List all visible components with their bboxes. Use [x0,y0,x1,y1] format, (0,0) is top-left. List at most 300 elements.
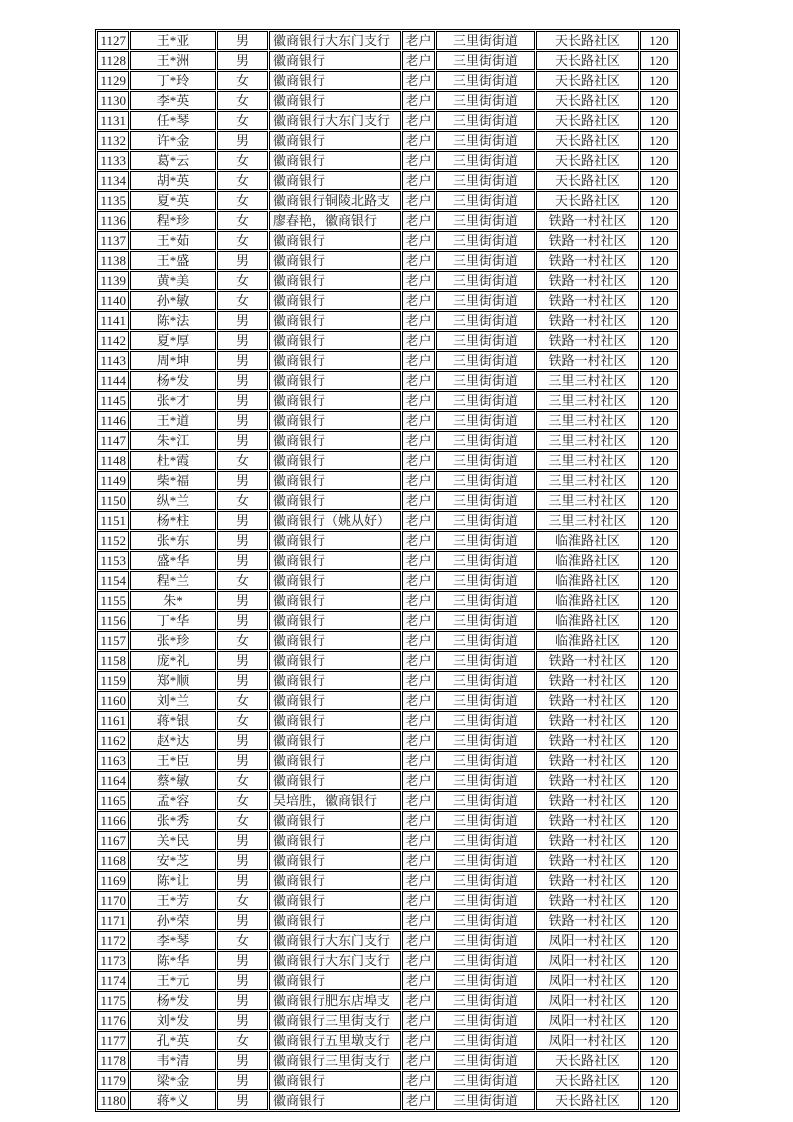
row-number-cell: 1145 [97,391,129,410]
bank-cell: 徽商银行 [269,891,401,910]
name-cell: 庞*礼 [130,651,216,670]
household-type-cell: 老户 [402,651,435,670]
name-cell: 安*芝 [130,851,216,870]
row-number-cell: 1156 [97,611,129,630]
street-cell: 三里街街道 [436,31,535,50]
table-row [97,931,678,950]
gender-cell: 男 [217,1051,268,1070]
amount-cell: 120 [640,831,678,850]
name-cell: 孔*英 [130,1031,216,1050]
table-row [97,411,678,430]
gender-cell: 男 [217,951,268,970]
name-cell: 许*金 [130,131,216,150]
street-cell: 三里街街道 [436,191,535,210]
row-number-cell: 1129 [97,71,129,90]
gender-cell: 男 [217,731,268,750]
table-row [97,31,678,50]
gender-cell: 女 [217,171,268,190]
amount-cell: 120 [640,551,678,570]
name-cell: 朱* [130,591,216,610]
gender-cell: 男 [217,671,268,690]
row-number-cell: 1160 [97,691,129,710]
table-body [97,31,678,1110]
table-row [97,771,678,790]
table-row [97,1051,678,1070]
amount-cell: 120 [640,611,678,630]
gender-cell: 男 [217,1011,268,1030]
amount-cell: 120 [640,471,678,490]
name-cell: 张*东 [130,531,216,550]
amount-cell: 120 [640,791,678,810]
name-cell: 葛*云 [130,151,216,170]
row-number-cell: 1173 [97,951,129,970]
table-row [97,451,678,470]
household-type-cell: 老户 [402,991,435,1010]
name-cell: 孙*荣 [130,911,216,930]
table-row [97,891,678,910]
row-number-cell: 1127 [97,31,129,50]
community-cell: 铁路一村社区 [536,231,639,250]
community-cell: 铁路一村社区 [536,351,639,370]
community-cell: 铁路一村社区 [536,751,639,770]
household-type-cell: 老户 [402,951,435,970]
table-row [97,191,678,210]
row-number-cell: 1149 [97,471,129,490]
table-row [97,991,678,1010]
household-type-cell: 老户 [402,331,435,350]
amount-cell: 120 [640,891,678,910]
bank-cell: 徽商银行 [269,871,401,890]
street-cell: 三里街街道 [436,231,535,250]
row-number-cell: 1175 [97,991,129,1010]
bank-cell: 徽商银行 [269,591,401,610]
street-cell: 三里街街道 [436,971,535,990]
street-cell: 三里街街道 [436,831,535,850]
gender-cell: 男 [217,831,268,850]
gender-cell: 男 [217,31,268,50]
bank-cell: 徽商银行 [269,631,401,650]
name-cell: 张*珍 [130,631,216,650]
row-number-cell: 1177 [97,1031,129,1050]
bank-cell: 徽商银行 [269,731,401,750]
street-cell: 三里街街道 [436,611,535,630]
community-cell: 凤阳一村社区 [536,951,639,970]
household-type-cell: 老户 [402,551,435,570]
household-type-cell: 老户 [402,811,435,830]
name-cell: 纵*兰 [130,491,216,510]
amount-cell: 120 [640,51,678,70]
row-number-cell: 1144 [97,371,129,390]
street-cell: 三里街街道 [436,631,535,650]
household-type-cell: 老户 [402,571,435,590]
household-type-cell: 老户 [402,171,435,190]
community-cell: 三里三村社区 [536,491,639,510]
amount-cell: 120 [640,1071,678,1090]
community-cell: 铁路一村社区 [536,671,639,690]
community-cell: 铁路一村社区 [536,871,639,890]
name-cell: 盛*华 [130,551,216,570]
gender-cell: 男 [217,251,268,270]
name-cell: 王*臣 [130,751,216,770]
name-cell: 王*元 [130,971,216,990]
row-number-cell: 1179 [97,1071,129,1090]
street-cell: 三里街街道 [436,551,535,570]
street-cell: 三里街街道 [436,391,535,410]
bank-cell: 徽商银行 [269,751,401,770]
gender-cell: 女 [217,711,268,730]
bank-cell: 徽商银行 [269,351,401,370]
street-cell: 三里街街道 [436,351,535,370]
household-type-cell: 老户 [402,771,435,790]
bank-cell: 徽商银行 [269,291,401,310]
community-cell: 铁路一村社区 [536,771,639,790]
bank-cell: 徽商银行 [269,711,401,730]
bank-cell: 徽商银行 [269,371,401,390]
community-cell: 天长路社区 [536,191,639,210]
street-cell: 三里街街道 [436,111,535,130]
gender-cell: 女 [217,811,268,830]
row-number-cell: 1172 [97,931,129,950]
street-cell: 三里街街道 [436,891,535,910]
beneficiary-table [95,29,680,1112]
gender-cell: 女 [217,571,268,590]
name-cell: 蔡*敏 [130,771,216,790]
community-cell: 铁路一村社区 [536,291,639,310]
gender-cell: 男 [217,331,268,350]
household-type-cell: 老户 [402,91,435,110]
name-cell: 关*民 [130,831,216,850]
bank-cell: 徽商银行 [269,971,401,990]
gender-cell: 女 [217,291,268,310]
street-cell: 三里街街道 [436,751,535,770]
row-number-cell: 1153 [97,551,129,570]
row-number-cell: 1135 [97,191,129,210]
name-cell: 程*珍 [130,211,216,230]
street-cell: 三里街街道 [436,271,535,290]
street-cell: 三里街街道 [436,731,535,750]
amount-cell: 120 [640,491,678,510]
row-number-cell: 1164 [97,771,129,790]
household-type-cell: 老户 [402,591,435,610]
bank-cell: 吴培胜，徽商银行 [269,791,401,810]
bank-cell: 徽商银行 [269,311,401,330]
community-cell: 铁路一村社区 [536,891,639,910]
table-row [97,151,678,170]
bank-cell: 徽商银行（姚从好） [269,511,401,530]
street-cell: 三里街街道 [436,431,535,450]
bank-cell: 徽商银行 [269,251,401,270]
name-cell: 胡*英 [130,171,216,190]
amount-cell: 120 [640,751,678,770]
community-cell: 凤阳一村社区 [536,1011,639,1030]
amount-cell: 120 [640,391,678,410]
gender-cell: 男 [217,391,268,410]
amount-cell: 120 [640,451,678,470]
bank-cell: 徽商银行 [269,771,401,790]
row-number-cell: 1155 [97,591,129,610]
name-cell: 周*坤 [130,351,216,370]
gender-cell: 女 [217,451,268,470]
household-type-cell: 老户 [402,791,435,810]
bank-cell: 徽商银行大东门支行 [269,931,401,950]
name-cell: 韦*清 [130,1051,216,1070]
name-cell: 程*兰 [130,571,216,590]
amount-cell: 120 [640,231,678,250]
community-cell: 天长路社区 [536,51,639,70]
amount-cell: 120 [640,851,678,870]
street-cell: 三里街街道 [436,531,535,550]
community-cell: 三里三村社区 [536,431,639,450]
bank-cell: 徽商银行 [269,271,401,290]
street-cell: 三里街街道 [436,371,535,390]
household-type-cell: 老户 [402,831,435,850]
community-cell: 三里三村社区 [536,451,639,470]
amount-cell: 120 [640,991,678,1010]
gender-cell: 男 [217,471,268,490]
bank-cell: 徽商银行 [269,811,401,830]
gender-cell: 男 [217,651,268,670]
household-type-cell: 老户 [402,31,435,50]
name-cell: 郑*顺 [130,671,216,690]
amount-cell: 120 [640,931,678,950]
table-row [97,271,678,290]
household-type-cell: 老户 [402,911,435,930]
community-cell: 铁路一村社区 [536,331,639,350]
street-cell: 三里街街道 [436,991,535,1010]
name-cell: 陈*华 [130,951,216,970]
gender-cell: 男 [217,871,268,890]
amount-cell: 120 [640,31,678,50]
gender-cell: 女 [217,931,268,950]
gender-cell: 男 [217,431,268,450]
household-type-cell: 老户 [402,851,435,870]
street-cell: 三里街街道 [436,411,535,430]
table-row [97,851,678,870]
street-cell: 三里街街道 [436,491,535,510]
bank-cell: 徽商银行 [269,51,401,70]
household-type-cell: 老户 [402,891,435,910]
gender-cell: 女 [217,71,268,90]
table-row [97,571,678,590]
bank-cell: 徽商银行大东门支行 [269,111,401,130]
bank-cell: 徽商银行 [269,391,401,410]
household-type-cell: 老户 [402,431,435,450]
name-cell: 夏*英 [130,191,216,210]
amount-cell: 120 [640,771,678,790]
bank-cell: 徽商银行 [269,171,401,190]
row-number-cell: 1146 [97,411,129,430]
community-cell: 凤阳一村社区 [536,991,639,1010]
street-cell: 三里街街道 [436,911,535,930]
bank-cell: 徽商银行 [269,651,401,670]
bank-cell: 徽商银行 [269,431,401,450]
name-cell: 张*秀 [130,811,216,830]
household-type-cell: 老户 [402,191,435,210]
bank-cell: 徽商银行 [269,1091,401,1110]
street-cell: 三里街街道 [436,851,535,870]
gender-cell: 女 [217,91,268,110]
bank-cell: 徽商银行 [269,551,401,570]
amount-cell: 120 [640,511,678,530]
table-row [97,651,678,670]
row-number-cell: 1171 [97,911,129,930]
name-cell: 陈*法 [130,311,216,330]
table-row [97,1071,678,1090]
community-cell: 天长路社区 [536,71,639,90]
street-cell: 三里街街道 [436,171,535,190]
household-type-cell: 老户 [402,291,435,310]
community-cell: 三里三村社区 [536,391,639,410]
bank-cell: 徽商银行 [269,151,401,170]
bank-cell: 徽商银行 [269,71,401,90]
street-cell: 三里街街道 [436,791,535,810]
street-cell: 三里街街道 [436,1071,535,1090]
community-cell: 铁路一村社区 [536,251,639,270]
household-type-cell: 老户 [402,151,435,170]
table-row [97,631,678,650]
table-row [97,831,678,850]
table-row [97,371,678,390]
row-number-cell: 1169 [97,871,129,890]
amount-cell: 120 [640,691,678,710]
community-cell: 临淮路社区 [536,591,639,610]
gender-cell: 女 [217,1031,268,1050]
community-cell: 天长路社区 [536,31,639,50]
amount-cell: 120 [640,331,678,350]
community-cell: 天长路社区 [536,111,639,130]
household-type-cell: 老户 [402,231,435,250]
gender-cell: 男 [217,51,268,70]
amount-cell: 120 [640,71,678,90]
gender-cell: 女 [217,111,268,130]
amount-cell: 120 [640,1011,678,1030]
gender-cell: 女 [217,231,268,250]
street-cell: 三里街街道 [436,1011,535,1030]
gender-cell: 男 [217,131,268,150]
gender-cell: 男 [217,591,268,610]
street-cell: 三里街街道 [436,131,535,150]
table-row [97,551,678,570]
bank-cell: 廖春艳，徽商银行 [269,211,401,230]
community-cell: 凤阳一村社区 [536,931,639,950]
gender-cell: 男 [217,1091,268,1110]
name-cell: 柴*福 [130,471,216,490]
name-cell: 杨*发 [130,991,216,1010]
amount-cell: 120 [640,311,678,330]
amount-cell: 120 [640,1091,678,1110]
household-type-cell: 老户 [402,131,435,150]
gender-cell: 女 [217,691,268,710]
amount-cell: 120 [640,171,678,190]
name-cell: 张*才 [130,391,216,410]
community-cell: 三里三村社区 [536,371,639,390]
amount-cell: 120 [640,731,678,750]
gender-cell: 男 [217,851,268,870]
row-number-cell: 1132 [97,131,129,150]
community-cell: 铁路一村社区 [536,211,639,230]
name-cell: 杜*霞 [130,451,216,470]
community-cell: 临淮路社区 [536,631,639,650]
row-number-cell: 1128 [97,51,129,70]
amount-cell: 120 [640,951,678,970]
gender-cell: 男 [217,991,268,1010]
name-cell: 蒋*义 [130,1091,216,1110]
street-cell: 三里街街道 [436,651,535,670]
bank-cell: 徽商银行三里街支行 [269,1011,401,1030]
amount-cell: 120 [640,811,678,830]
community-cell: 铁路一村社区 [536,851,639,870]
gender-cell: 男 [217,511,268,530]
amount-cell: 120 [640,411,678,430]
row-number-cell: 1138 [97,251,129,270]
row-number-cell: 1141 [97,311,129,330]
gender-cell: 女 [217,891,268,910]
amount-cell: 120 [640,91,678,110]
household-type-cell: 老户 [402,611,435,630]
bank-cell: 徽商银行 [269,411,401,430]
bank-cell: 徽商银行 [269,691,401,710]
amount-cell: 120 [640,291,678,310]
amount-cell: 120 [640,571,678,590]
name-cell: 王*盛 [130,251,216,270]
row-number-cell: 1131 [97,111,129,130]
bank-cell: 徽商银行铜陵北路支 [269,191,401,210]
row-number-cell: 1161 [97,711,129,730]
amount-cell: 120 [640,971,678,990]
table-row [97,611,678,630]
street-cell: 三里街街道 [436,951,535,970]
row-number-cell: 1166 [97,811,129,830]
name-cell: 王*芳 [130,891,216,910]
street-cell: 三里街街道 [436,571,535,590]
gender-cell: 女 [217,491,268,510]
bank-cell: 徽商银行肥东店埠支 [269,991,401,1010]
amount-cell: 120 [640,671,678,690]
household-type-cell: 老户 [402,451,435,470]
table-row [97,391,678,410]
street-cell: 三里街街道 [436,1091,535,1110]
bank-cell: 徽商银行 [269,91,401,110]
bank-cell: 徽商银行 [269,471,401,490]
amount-cell: 120 [640,351,678,370]
bank-cell: 徽商银行 [269,851,401,870]
table-row [97,211,678,230]
household-type-cell: 老户 [402,631,435,650]
gender-cell: 女 [217,631,268,650]
name-cell: 王*亚 [130,31,216,50]
table-row [97,1011,678,1030]
amount-cell: 120 [640,631,678,650]
community-cell: 天长路社区 [536,131,639,150]
row-number-cell: 1159 [97,671,129,690]
bank-cell: 徽商银行 [269,531,401,550]
gender-cell: 女 [217,151,268,170]
table-row [97,791,678,810]
gender-cell: 男 [217,551,268,570]
row-number-cell: 1147 [97,431,129,450]
row-number-cell: 1174 [97,971,129,990]
table-row [97,431,678,450]
amount-cell: 120 [640,151,678,170]
community-cell: 天长路社区 [536,91,639,110]
bank-cell: 徽商银行 [269,571,401,590]
community-cell: 铁路一村社区 [536,731,639,750]
row-number-cell: 1170 [97,891,129,910]
amount-cell: 120 [640,871,678,890]
row-number-cell: 1157 [97,631,129,650]
household-type-cell: 老户 [402,1011,435,1030]
row-number-cell: 1139 [97,271,129,290]
